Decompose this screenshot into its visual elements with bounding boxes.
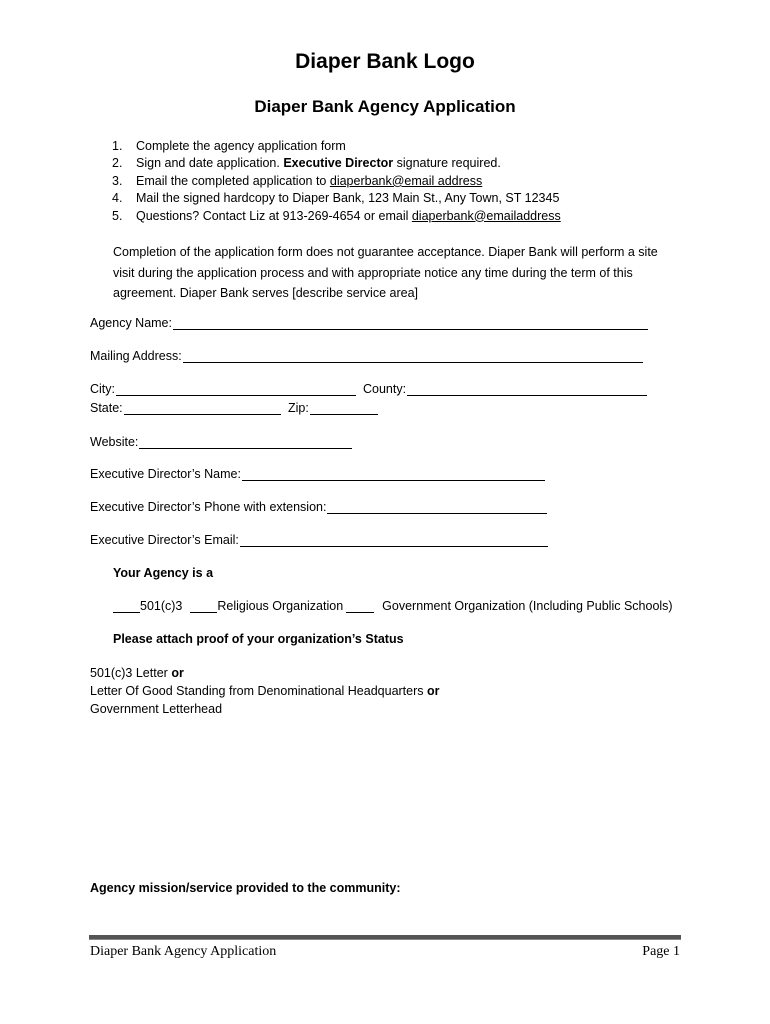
zip-field[interactable]: Zip: — [288, 401, 378, 415]
email-link[interactable]: diaperbank@email address — [329, 173, 483, 188]
option-government-label: Government Organization (Including Public Schools) — [382, 599, 673, 613]
county-field[interactable]: County: — [363, 382, 647, 396]
list-item: 5. Questions? Contact Liz at 913-269-4654 or email diaperbank@emailaddress — [112, 208, 561, 225]
state-field[interactable]: State: — [90, 401, 281, 415]
footer-divider — [89, 935, 681, 940]
list-item: 501(c)3 Letter or — [90, 666, 184, 680]
website-field[interactable]: Website: — [90, 435, 352, 449]
option-501c3-blank[interactable] — [113, 600, 140, 613]
agency-type-options — [113, 599, 673, 613]
exec-director-name-field[interactable]: Executive Director’s Name: — [90, 467, 545, 481]
exec-director-phone-field[interactable]: Executive Director’s Phone with extension: — [90, 500, 547, 514]
agency-type-heading: Your Agency is a — [113, 566, 214, 580]
option-religious-label: Religious Organization — [217, 599, 344, 613]
option-government-blank[interactable] — [346, 600, 374, 613]
option-501c3-label: 501(c)3 — [140, 599, 183, 613]
page-title: Diaper Bank Agency Application — [254, 97, 516, 116]
list-item: 2. Sign and date application. Executive Director signature required. — [112, 156, 501, 171]
page-number: Page 1 — [642, 944, 680, 959]
city-field[interactable]: City: — [90, 382, 356, 396]
mailing-address-field[interactable]: Mailing Address: — [90, 349, 643, 363]
footer-title: Diaper Bank Agency Application — [90, 944, 277, 959]
intro-paragraph: Completion of the application form does not guarantee acceptance. Diaper Bank will perform a site visit during the application process and with appropriate notice any time during the term of this agreement. Diaper Bank serves [describe service area] — [113, 245, 658, 300]
logo-placeholder: Diaper Bank Logo — [295, 50, 475, 73]
instruction-list — [112, 138, 561, 225]
proof-list — [90, 664, 440, 718]
proof-heading: Please attach proof of your organization’s Status — [113, 632, 404, 646]
list-item: Government Letterhead — [90, 702, 223, 716]
list-item: 3. Email the completed application to diaperbank@email address — [112, 173, 561, 190]
list-item: Letter Of Good Standing from Denominational Headquarters or — [90, 684, 440, 698]
agency-name-field[interactable]: Agency Name: — [90, 316, 648, 330]
exec-director-email-field[interactable]: Executive Director’s Email: — [90, 533, 548, 547]
list-item: 4. Mail the signed hardcopy to Diaper Bank, 123 Main St., Any Town, ST 12345 — [112, 191, 560, 206]
option-religious-blank[interactable] — [190, 600, 217, 613]
mission-heading: Agency mission/service provided to the community: — [90, 881, 401, 895]
email-link[interactable]: diaperbank@emailaddress — [411, 208, 561, 223]
list-item: 1. Complete the agency application form — [112, 139, 346, 153]
